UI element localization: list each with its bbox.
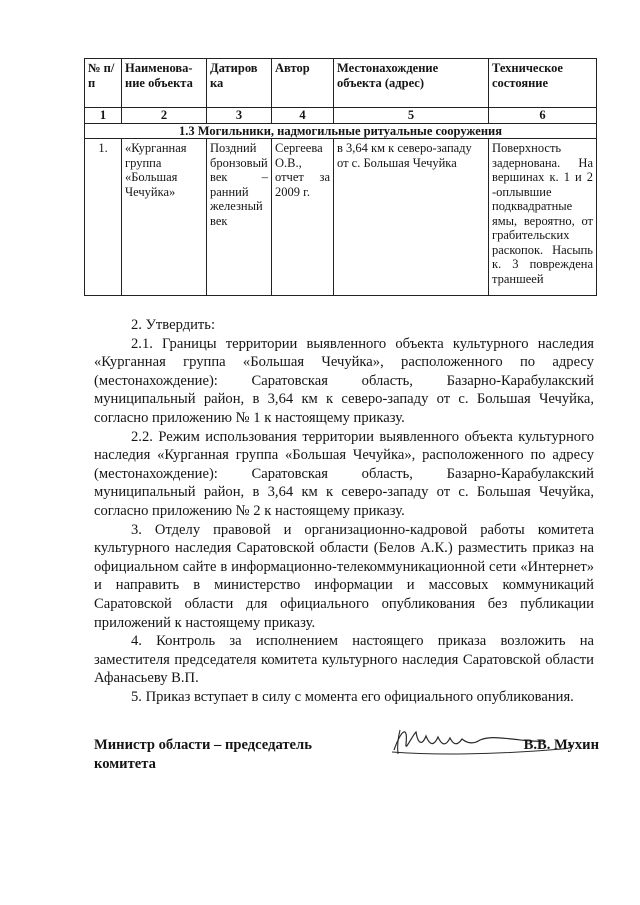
column-number: 2 xyxy=(122,108,207,124)
column-number: 1 xyxy=(85,108,122,124)
registry-table xyxy=(84,58,597,296)
signature-block xyxy=(94,736,599,776)
order-text xyxy=(94,316,594,706)
paragraph-5: 5. Приказ вступает в силу с момента его официального опубликования. xyxy=(131,688,574,705)
header-object-name: Наименова-ние объекта xyxy=(122,59,207,108)
header-author: Автор xyxy=(272,59,334,108)
column-number-row xyxy=(85,108,597,124)
column-number: 6 xyxy=(489,108,597,124)
signatory-role: Министр области – председатель комитета xyxy=(94,737,312,772)
paragraph-2-1: 2.1. Границы территории выявленного объекта культурного наследия «Курганная группа «Большая Чечуйка», расположенного по адресу (местонахождение): Саратовская область, Базарно-Карабулакский муниципальный район, в 3,64 км к северо-западу от с. Большая Чечуйка, согласно приложению № 1 к настоящему приказу. xyxy=(94,335,594,426)
row-location: в 3,64 км к северо-западу от с. Большая Чечуйка xyxy=(334,139,489,296)
header-dating: Датиров ка xyxy=(207,59,272,108)
paragraph-2-2: 2.2. Режим использования территории выявленного объекта культурного наследия «Курганная группа «Большая Чечуйка», расположенного по адресу (местонахождение): Саратовская область, Базарно-Карабулакский муниципальный район, в 3,64 км к северо-западу от с. Большая Чечуйка, согласно приложению № 2 к настоящему приказу. xyxy=(94,428,594,519)
column-number: 3 xyxy=(207,108,272,124)
header-num: № п/п xyxy=(85,59,122,108)
paragraph-4: 4. Контроль за исполнением настоящего приказа возложить на заместителя председателя комитета культурного наследия Саратовской области Афанасьеву В.П. xyxy=(94,633,594,687)
header-location: Местонахождение объекта (адрес) xyxy=(334,59,489,108)
section-title: 1.3 Могильники, надмогильные ритуальные сооружения xyxy=(85,123,597,139)
column-number: 4 xyxy=(272,108,334,124)
table-header-row xyxy=(85,59,597,108)
signatory-name: В.В. Мухин xyxy=(523,737,599,753)
section-row xyxy=(85,123,597,139)
row-state: Поверхность задернована. На вершинах к. 1 и 2 -оплывшие подквадратные ямы, вероятно, от грабительских раскопок. Насыпь к. 3 повреждена траншеей xyxy=(489,139,597,296)
column-number: 5 xyxy=(334,108,489,124)
row-num: 1. xyxy=(85,139,122,296)
row-object-name: «Курганная группа «Большая Чечуйка» xyxy=(122,139,207,296)
paragraph-3: 3. Отделу правовой и организационно-кадровой работы комитета культурного наследия Саратовской области (Белов А.К.) разместить приказ на официальном сайте в информационно-телекоммуникационной сети «Интернет» и направить в министерство информации и массовых коммуникаций Саратовской области для официального опубликования без публикации приложений к настоящему приказу. xyxy=(94,521,594,631)
paragraph-approve: 2. Утвердить: xyxy=(131,317,216,333)
row-author: Сергеева О.В., отчет за 2009 г. xyxy=(272,139,334,296)
header-state: Техническое состояние xyxy=(489,59,597,108)
table-row xyxy=(85,139,597,296)
row-dating: Поздний бронзовый век – ранний железный век xyxy=(207,139,272,296)
